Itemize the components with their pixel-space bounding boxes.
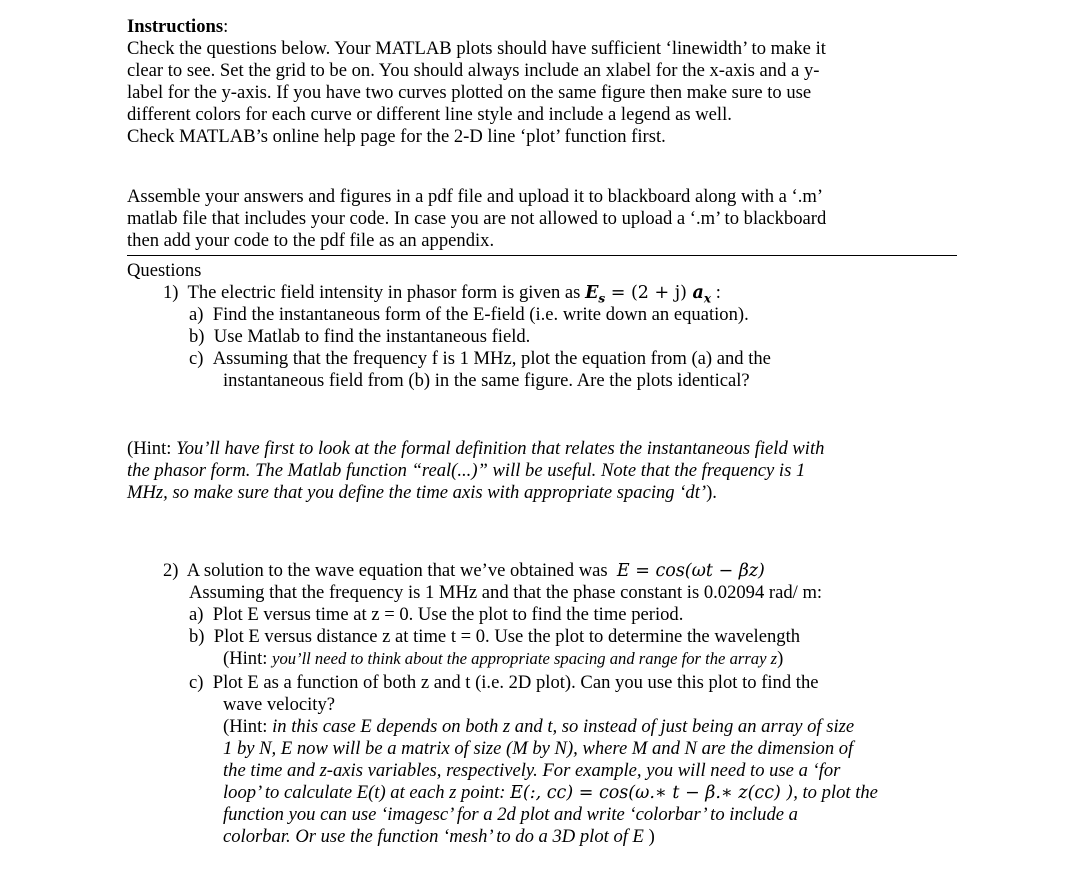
q1-eq-a: a [692,283,704,303]
instructions-p2-line3: then add your code to the pdf file as an appendix. [127,230,495,251]
q2-c-hint-close: ) [643,826,655,847]
q2-c-hint-line2: 1 by N, E now will be a matrix of size (M by N), where M and N are the dimension of [223,738,854,759]
q2-equation: E = cos(ωt − βz) [616,561,765,581]
q2-b-text: Plot E versus distance z at time t = 0. Use the plot to determine the wavelength [213,626,801,647]
q1-eq-end: : [711,282,721,303]
hint1-line2: the phasor form. The Matlab function “real(...)” will be useful. Note that the frequency is 1 [127,460,806,481]
q2-b-hint-text: you’ll need to think about the appropriate spacing and range for the array z [272,649,778,668]
q2-part-b [189,626,800,648]
q2-c-hint-text4a: loop’ to calculate E(t) at each z point: [223,782,511,803]
q2-c-hint-equation: E(:, cc) = cos(ω.∗ t − β.∗ z(cc) ) [510,783,794,803]
q1-number: 1) [163,282,179,303]
q2-b-hint-open: (Hint: [223,648,273,669]
instructions-title: Instructions [127,16,224,37]
q2-part-b-hint [223,648,783,670]
q2-c-hint-line1 [223,716,854,738]
question-2 [163,560,765,582]
q2-c-hint-text1: in this case E depends on both z and t, so instead of just being an array of size [272,716,855,737]
q2-a-label: a) [189,604,204,625]
q2-c-hint-open: (Hint: [223,716,273,737]
hint1-text3: MHz, so make sure that you define the time axis with appropriate spacing ‘dt’ [127,482,707,503]
q2-line2: Assuming that the frequency is 1 MHz and that the phase constant is 0.02094 rad/ m: [189,582,823,603]
q2-b-label: b) [189,626,205,647]
q1-c-label: c) [189,348,204,369]
instructions-colon: : [223,16,229,37]
q1-b-label: b) [189,326,205,347]
instructions-p1-line4: different colors for each curve or different line style and include a legend as well. [127,104,732,125]
hint1-line3 [127,482,717,504]
q2-c-label: c) [189,672,204,693]
q1-eq-sub: s [598,291,606,306]
q1-a-text: Find the instantaneous form of the E-field (i.e. write down an equation). [212,304,749,325]
instructions-p1-line3: label for the y-axis. If you have two curves plotted on the same figure then make sure to use [127,82,812,103]
instructions-p2-line1: Assemble your answers and figures in a pdf file and upload it to blackboard along with a ‘.m’ [127,186,824,207]
instructions-p2-line2: matlab file that includes your code. In case you are not allowed to upload a ‘.m’ to blackboard [127,208,827,229]
questions-heading: Questions [127,260,202,281]
hint1-text1: You’ll have first to look at the formal definition that relates the instantaneous field with [176,438,825,459]
q1-b-text: Use Matlab to find the instantaneous field. [213,326,531,347]
q1-part-b [189,326,530,348]
q1-part-c-line2: instantaneous field from (b) in the same figure. Are the plots identical? [223,370,750,391]
q2-c-hint-line3: the time and z-axis variables, respectively. For example, you will need to use a ‘for [223,760,841,781]
hint1-close: ). [706,482,717,503]
q1-part-a [189,304,749,326]
q1-a-label: a) [189,304,204,325]
hint1-open: (Hint: [127,438,177,459]
q2-c-hint-line6 [223,826,655,848]
q2-part-c-line2: wave velocity? [223,694,336,715]
q1-text: The electric field intensity in phasor form is given as [187,282,581,303]
q1-part-c [189,348,771,370]
q2-number: 2) [163,560,179,581]
instructions-p1-line5: Check MATLAB’s online help page for the 2-D line ‘plot’ function first. [127,126,666,147]
q2-b-hint-close: ) [777,648,784,669]
q2-c-text1: Plot E as a function of both z and t (i.e. 2D plot). Can you use this plot to find the [212,672,819,693]
q1-eq-asub: x [703,291,712,306]
q2-text: A solution to the wave equation that we’ve obtained was [186,560,608,581]
q1-equation [585,282,721,306]
q2-c-hint-text6: colorbar. Or use the function ‘mesh’ to do a 3D plot of E [223,826,644,847]
q2-part-c [189,672,819,694]
instructions-p1-line2: clear to see. Set the grid to be on. You should always include an xlabel for the x-axis and a y- [127,60,820,81]
hint1-line1 [127,438,824,460]
instructions-p1-line1: Check the questions below. Your MATLAB plots should have sufficient ‘linewidth’ to make it [127,38,826,59]
q1-eq-e: E [585,283,599,303]
q2-c-hint-line5: function you can use ‘imagesc’ for a 2d plot and write ‘colorbar’ to include a [223,804,798,825]
q2-c-hint-line4 [223,782,878,804]
q2-a-text: Plot E versus time at z = 0. Use the plot to find the time period. [212,604,684,625]
q2-part-a [189,604,683,626]
q2-c-hint-text4b: , to plot the [793,782,878,803]
q1-c-text1: Assuming that the frequency f is 1 MHz, plot the equation from (a) and the [212,348,771,369]
q1-eq-mid: = (2 + j) [605,283,693,303]
section-divider [127,255,957,256]
instructions-heading [127,16,228,38]
